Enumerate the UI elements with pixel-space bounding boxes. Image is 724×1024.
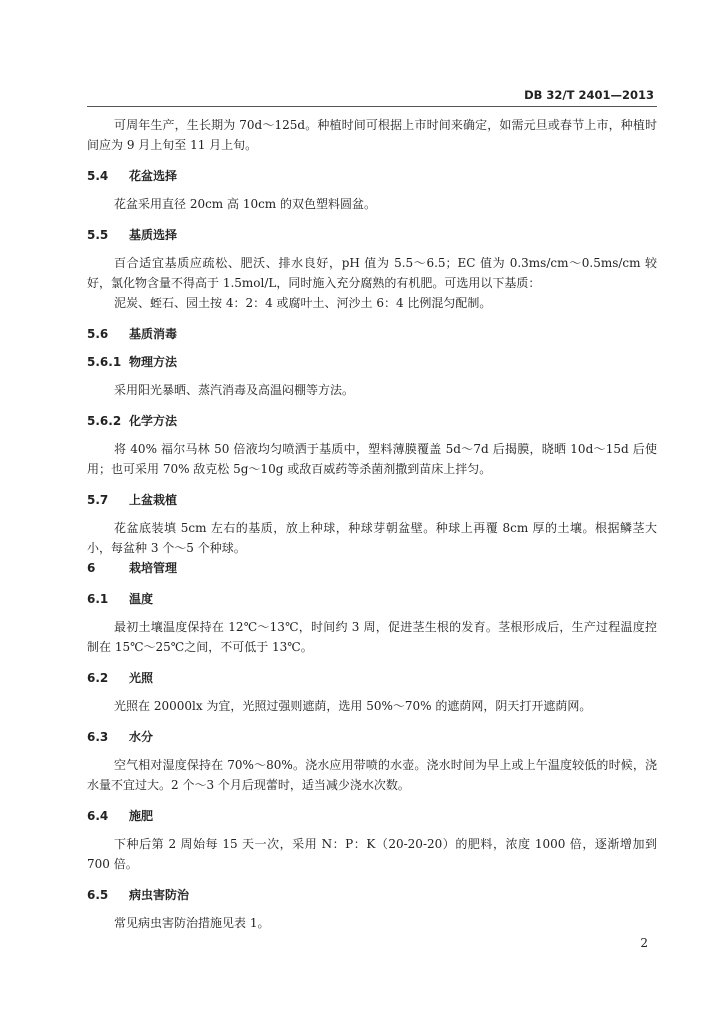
paragraph-substrate-mix: 泥炭、蛭石、园土按 4：2：4 或腐叶土、河沙土 6：4 比例混匀配制。	[114, 296, 492, 310]
section-heading-6-1: 6.1 温度	[87, 592, 154, 606]
paragraph-physical-method: 采用阳光暴晒、蒸汽消毒及高温闷棚等方法。	[114, 383, 355, 397]
paragraph-water: 空气相对湿度保持在 70%～80%。浇水应用带喷的水壶。浇水时间为早上或上午温度较低的时候，浇水量不宜过大。2 个～3 个月后现蕾时，适当减少浇水次数。	[87, 758, 657, 792]
paragraph-temperature: 最初土壤温度保持在 12℃～13℃，时间约 3 周，促进茎生根的发育。茎根形成后，生产过程温度控制在 15℃～25℃之间，不可低于 13℃。	[87, 620, 657, 654]
header-rule	[87, 106, 657, 107]
paragraph-pot-selection: 花盆采用直径 20cm 高 10cm 的双色塑料圆盆。	[114, 197, 376, 211]
document-body	[87, 115, 657, 933]
section-heading-5-6: 5.6 基质消毒	[87, 327, 178, 341]
paragraph-potting: 花盆底装填 5cm 左右的基质，放上种球，种球芽朝盆壁。种球上再覆 8cm 厚的土壤。根据鳞茎大小，每盆种 3 个～5 个种球。	[87, 521, 657, 555]
paragraph-light: 光照在 20000lx 为宜，光照过强则遮荫，选用 50%～70% 的遮荫网，阴天打开遮荫网。	[114, 699, 592, 713]
standard-id-header: DB 32/T 2401—2013	[524, 88, 654, 102]
section-heading-5-6-1: 5.6.1 物理方法	[87, 355, 178, 369]
paragraph-growth-period: 可周年生产，生长期为 70d～125d。种植时间可根据上市时间来确定，如需元旦或春节上市，种植时间应为 9 月上旬至 11 月上旬。	[87, 118, 657, 152]
section-heading-6-4: 6.4 施肥	[87, 809, 154, 823]
section-heading-6: 6 栽培管理	[87, 561, 178, 575]
paragraph-pest-control: 常见病虫害防治措施见表 1。	[114, 916, 270, 930]
section-heading-6-3: 6.3 水分	[87, 730, 154, 744]
section-heading-6-2: 6.2 光照	[87, 671, 154, 685]
paragraph-fertilization: 下种后第 2 周始每 15 天一次，采用 N：P：K（20-20-20）的肥料，浓度 1000 倍，逐渐增加到 700 倍。	[87, 837, 657, 871]
section-heading-5-7: 5.7 上盆栽植	[87, 493, 178, 507]
section-heading-5-4: 5.4 花盆选择	[87, 169, 178, 183]
paragraph-chemical-method: 将 40% 福尔马林 50 倍液均匀喷洒于基质中，塑料薄膜覆盖 5d～7d 后揭膜，晓晒 10d～15d 后使用；也可采用 70% 敌克松 5g～10g 或敌百威药等杀菌剂撒到苗床上拌匀。	[87, 442, 657, 476]
section-heading-5-5: 5.5 基质选择	[87, 228, 178, 242]
section-heading-6-5: 6.5 病虫害防治	[87, 888, 190, 902]
section-heading-5-6-2: 5.6.2 化学方法	[87, 414, 178, 428]
paragraph-substrate-requirements: 百合适宜基质应疏松、肥沃、排水良好，pH 值为 5.5～6.5；EC 值为 0.3ms/cm～0.5ms/cm 较好，氯化物含量不得高于 1.5mol/L，同时施入充分腐熟的有机肥。可选用以下基质：	[87, 256, 657, 290]
page-number: 2	[640, 936, 648, 950]
